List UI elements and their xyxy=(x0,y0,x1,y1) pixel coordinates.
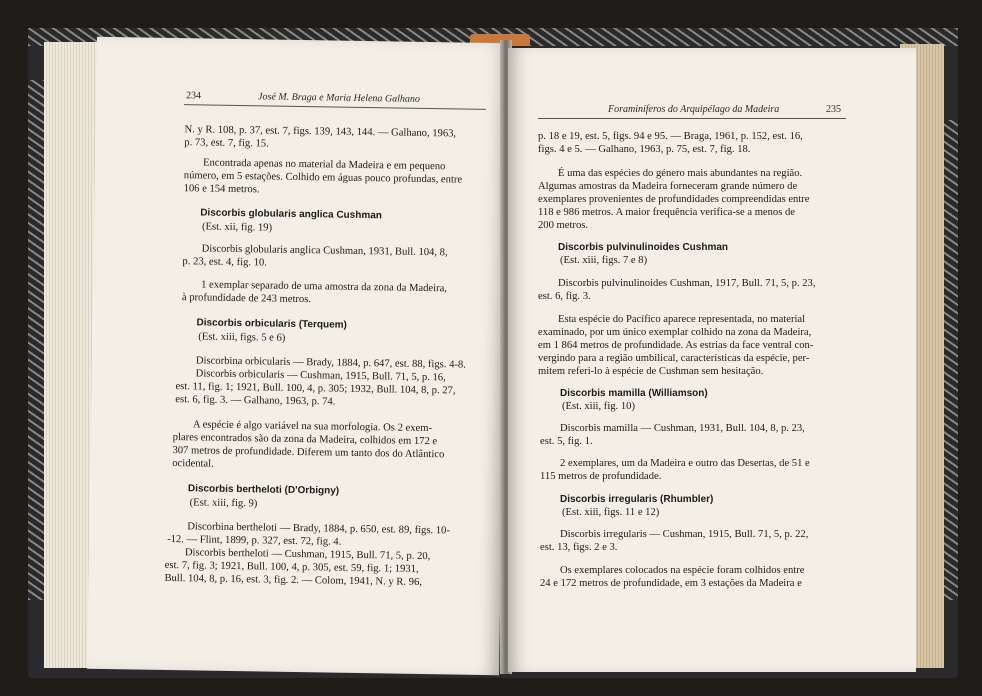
text-line: Discorbina bertheloti — Brady, 1884, p. 650, est. 89, figs. 10- xyxy=(187,521,451,537)
text-line: (Est. xiii, figs. 11 e 12) xyxy=(562,507,660,518)
text-line: ocidental. xyxy=(172,458,214,470)
text-line: Discorbina orbicularis — Brady, 1884, p. 647, est. 88, figs. 4-8. xyxy=(195,355,466,371)
text-line: Discorbis irregularis — Cushman, 1915, Bull. 71, 5, p. 22, xyxy=(560,529,809,540)
text-line: est. 6, fig. 3. xyxy=(538,291,591,302)
right-running-title: Foraminíferos do Arquipélago da Madeira xyxy=(608,104,780,115)
text-line: est. 11, fig. 1; 1921, Bull. 100, 4, p. 305; 1932, Bull. 104, 8, p. 27, xyxy=(175,381,456,397)
species-heading: Discorbis orbicularis (Terquem) xyxy=(196,317,347,331)
text-line: 2 exemplares, um da Madeira e outro das Desertas, de 51 e xyxy=(560,458,810,469)
text-line: p. 18 e 19, est. 5, figs. 94 e 95. — Braga, 1961, p. 152, est. 16, xyxy=(538,131,803,142)
text-line: Esta espécie do Pacífico aparece representada, no material xyxy=(558,314,806,325)
text-line: (Est. xiii, fig. 10) xyxy=(562,401,635,412)
text-line: p. 23, est. 4, fig. 10. xyxy=(182,256,267,269)
text-line: plares encontrados são da zona da Madeira, colhidos em 172 e xyxy=(172,432,438,448)
text-line: vergindo para a região umbilical, características da espécie, per- xyxy=(538,353,810,364)
text-line: A espécie é algo variável na sua morfologia. Os 2 exem- xyxy=(192,419,433,435)
text-line: Os exemplares colocados na espécie foram colhidos entre xyxy=(560,565,805,576)
species-heading: Discorbis globularis anglica Cushman xyxy=(200,207,383,222)
species-heading: Discorbis pulvinulinoides Cushman xyxy=(558,242,729,253)
left-page-number: 234 xyxy=(185,90,202,102)
text-line: Discorbis pulvinulinoides Cushman, 1917, Bull. 71, 5, p. 23, xyxy=(558,278,816,289)
text-line: (Est. xiii, figs. 7 e 8) xyxy=(560,255,648,266)
species-heading: Discorbis bertheloti (D'Orbigny) xyxy=(187,483,340,497)
right-page-number: 235 xyxy=(826,104,841,115)
text-line: 307 metros de profundidade. Diferem um tanto dos do Atlântico xyxy=(172,445,445,461)
text-line: est. 6, fig. 3. — Galhano, 1963, p. 74. xyxy=(175,394,336,408)
text-line: 118 e 986 metros. A maior frequência verifica-se a menos de xyxy=(538,207,796,218)
left-head-rule xyxy=(184,104,486,110)
text-line: 1 exemplar separado de uma amostra da zona da Madeira, xyxy=(201,279,448,295)
text-line: Algumas amostras da Madeira forneceram grande número de xyxy=(538,181,798,192)
text-line: em 1 864 metros de profundidade. As estrias da face ventral con- xyxy=(538,340,814,351)
text-line: Discorbis mamilla — Cushman, 1931, Bull. 104, 8, p. 23, xyxy=(560,423,805,434)
text-line: número, em 5 estações. Colhido em águas pouco profundas, entre xyxy=(183,170,463,186)
text-line: mitem referi-lo à espécie de Cushman sem hesitação. xyxy=(538,366,764,377)
text-line: -12. — Flint, 1899, p. 327, est. 72, fig. 4. xyxy=(167,533,342,548)
marbled-cover-edge-left xyxy=(28,80,44,600)
text-line: Discorbis globularis anglica Cushman, 1931, Bull. 104, 8, xyxy=(201,243,448,259)
text-line: examinado, por um único exemplar colhido na zona da Madeira, xyxy=(538,327,812,338)
text-line: (Est. xii, fig. 19) xyxy=(201,221,273,234)
text-line: à profundidade de 243 metros. xyxy=(181,292,312,306)
species-heading: Discorbis mamilla (Williamson) xyxy=(560,388,708,399)
species-heading: Discorbis irregularis (Rhumbler) xyxy=(560,494,714,505)
text-line: 106 e 154 metros. xyxy=(183,183,260,196)
left-page xyxy=(87,37,509,675)
text-line: p. 73, est. 7, fig. 15. xyxy=(184,137,269,150)
right-head-rule xyxy=(538,118,846,119)
text-line: Discorbis orbicularis — Cushman, 1915, Bull. 71, 5, p. 16, xyxy=(195,368,446,384)
text-line: 115 metros de profundidade. xyxy=(540,471,662,482)
left-running-title: José M. Braga e Maria Helena Galhano xyxy=(257,91,421,105)
left-running-head xyxy=(96,89,508,105)
text-line: (Est. xiii, figs. 5 e 6) xyxy=(198,331,286,344)
text-line: est. 13, figs. 2 e 3. xyxy=(540,542,618,553)
text-line: figs. 4 e 5. — Galhano, 1963, p. 75, est. 7, fig. 18. xyxy=(538,144,751,155)
text-line: exemplares provenientes de profundidades compreendidas entre xyxy=(538,194,810,205)
text-line: N. y R. 108, p. 37, est. 7, figs. 139, 143, 144. — Galhano, 1963, xyxy=(184,124,457,140)
text-line: Encontrada apenas no material da Madeira e em pequeno xyxy=(202,157,446,173)
text-line: est. 7, fig. 3; 1921, Bull. 100, 4, p. 305, est. 59, fig. 1; 1931, xyxy=(164,559,419,575)
text-line: É uma das espécies do género mais abundantes na região. xyxy=(558,168,803,179)
text-line: est. 5, fig. 1. xyxy=(540,436,593,447)
text-line: 200 metros. xyxy=(538,220,589,231)
text-line: (Est. xiii, fig. 9) xyxy=(189,497,258,510)
text-line: Bull. 104, 8, p. 16, est. 3, fig. 2. — Colom, 1941, N. y R. 96, xyxy=(164,572,423,588)
text-line: 24 e 172 metros de profundidade, em 3 estações da Madeira e xyxy=(540,578,802,589)
right-page xyxy=(508,48,916,672)
text-line: Discorbis bertheloti — Cushman, 1915, Bull. 71, 5, p. 20, xyxy=(184,547,431,563)
